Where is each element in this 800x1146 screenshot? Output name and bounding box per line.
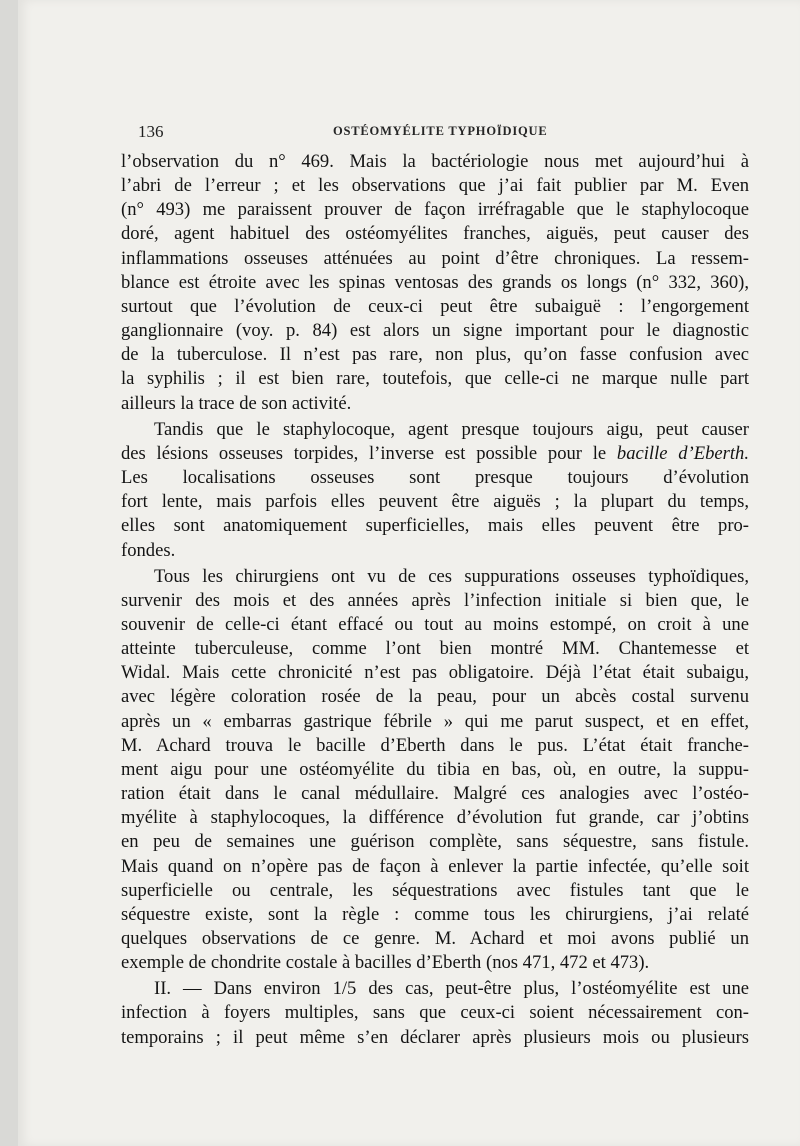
text-line: de la tuberculose. Il n’est pas rare, non plus, qu’on fasse confusion avec [121, 344, 749, 366]
text-line: temporains ; il peut même s’en déclarer après plusieurs mois ou plusieurs [121, 1026, 749, 1048]
text-line: la syphilis ; il est bien rare, toutefois, que celle-ci ne marque nulle part [121, 368, 749, 390]
text-line: superficielle ou centrale, les séquestrations avec fistules tant que le [121, 879, 749, 901]
text-line: atteinte tuberculeuse, comme l’ont bien montré MM. Chantemesse et [121, 638, 749, 660]
body-text [121, 150, 749, 1050]
text-line-with-italic [121, 442, 749, 466]
text-line: infection à foyers multiples, sans que ceux-ci soient nécessairement con- [121, 1002, 749, 1024]
text-line: Tous les chirurgiens ont vu de ces suppurations osseuses typhoïdiques, [154, 565, 749, 587]
text-line: quelques observations de ce genre. M. Achard et moi avons publié un [121, 928, 749, 949]
page-number: 136 [138, 122, 164, 141]
text-line: blance est étroite avec les spinas ventosas des grands os longs (n° 332, 360), [121, 271, 749, 293]
text-line: myélite à staphylocoques, la différence d’évolution fut grande, car j’obtins [121, 807, 749, 829]
text-line: Mais quand on n’opère pas de façon à enlever la partie infectée, qu’elle soit [121, 855, 749, 877]
text-line: fondes. [121, 539, 176, 561]
book-page [18, 0, 800, 1146]
text-line: Widal. Mais cette chronicité n’est pas obligatoire. Déjà l’état était subaigu, [121, 662, 749, 684]
text-line: exemple de chondrite costale à bacilles d’Eberth (nos 471, 472 et 473). [121, 952, 650, 974]
text-line: après un « embarras gastrique fébrile » qui me parut suspect, et en effet, [121, 710, 749, 732]
text-line: avec légère coloration rosée de la peau, pour un abcès costal survenu [121, 686, 749, 708]
text-line: en peu de semaines une guérison complète, sans séquestre, sans fistule. [121, 831, 749, 853]
text-line: Les localisations osseuses sont presque toujours d’évolution [121, 467, 749, 489]
italic-term: bacille d’Eberth. [616, 442, 749, 464]
text-segment: des lésions osseuses torpides, l’inverse est possible pour le [121, 442, 607, 464]
text-line: l’observation du n° 469. Mais la bactériologie nous met aujourd’hui à [121, 151, 749, 172]
text-line: l’abri de l’erreur ; et les observations que j’ai fait publier par M. Even [121, 175, 749, 197]
text-line: souvenir de celle-ci étant effacé ou tout au moins estompé, on croit à une [121, 613, 749, 635]
text-line: doré, agent habituel des ostéomyélites franches, aiguës, peut causer des [121, 223, 749, 245]
text-line: fort lente, mais parfois elles peuvent être aiguës ; la plupart du temps, [121, 491, 749, 513]
text-line: ment aigu pour une ostéomyélite du tibia en bas, où, en outre, la suppu- [121, 758, 749, 780]
running-title: OSTÉOMYÉLITE TYPHOÏDIQUE [333, 124, 548, 138]
text-line: inflammations osseuses atténuées au point d’être chroniques. La ressem- [121, 247, 749, 269]
page-header [138, 122, 748, 142]
text-line: (n° 493) me paraissent prouver de façon irréfragable que le staphylocoque [121, 199, 749, 221]
text-line: elles sont anatomiquement superficielles, mais elles peuvent être pro- [121, 515, 749, 537]
text-line: ailleurs la trace de son activité. [121, 392, 352, 414]
text-line: survenir des mois et des années après l’infection initiale si bien que, le [121, 589, 749, 611]
text-line: surtout que l’évolution de ceux-ci peut être subaiguë : l’engorgement [121, 295, 749, 317]
text-line: II. — Dans environ 1/5 des cas, peut-être plus, l’ostéomyélite est une [154, 978, 749, 1000]
text-line: ganglionnaire (voy. p. 84) est alors un signe important pour le diagnostic [121, 320, 749, 342]
text-line: M. Achard trouva le bacille d’Eberth dans le pus. L’état était franche- [121, 734, 749, 756]
text-line: ration était dans le canal médullaire. Malgré ces analogies avec l’ostéo- [121, 783, 749, 805]
text-line: Tandis que le staphylocoque, agent presque toujours aigu, peut causer [154, 418, 749, 440]
text-line: séquestre existe, sont la règle : comme tous les chirurgiens, j’ai relaté [121, 903, 749, 925]
